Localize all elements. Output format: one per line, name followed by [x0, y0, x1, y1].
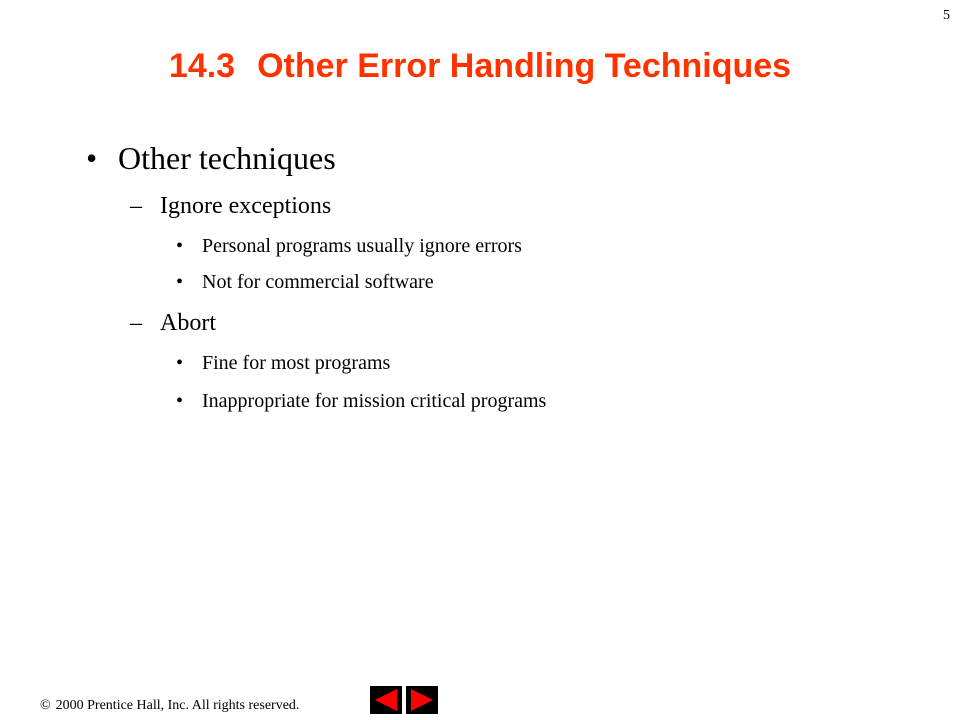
dash-mark: – [130, 310, 142, 336]
section-label: Abort [160, 310, 216, 336]
previous-slide-button[interactable] [370, 686, 402, 714]
footer-copyright [40, 697, 299, 715]
bullet-dot: • [86, 140, 98, 176]
title-text: Other Error Handling Techniques [257, 47, 792, 85]
list-item-text: Not for commercial software [202, 271, 434, 293]
slide-title [0, 44, 960, 88]
page-number: 5 [943, 8, 950, 23]
copyright-icon: © [40, 698, 51, 713]
bullet-dot: • [176, 271, 184, 293]
left-arrow-icon [370, 686, 402, 714]
dash-mark: – [130, 193, 142, 219]
section-label: Ignore exceptions [160, 193, 332, 219]
list-item-text: Inappropriate for mission critical programs [202, 390, 547, 412]
bullet-dot: • [176, 352, 184, 374]
right-arrow-icon [406, 686, 438, 714]
bullet-dot: • [176, 390, 184, 412]
list-item-text: Personal programs usually ignore errors [202, 235, 522, 257]
copyright-text: 2000 Prentice Hall, Inc. All rights reserved. [55, 698, 300, 713]
bullet-heading: Other techniques [118, 140, 336, 176]
list-item-text: Fine for most programs [202, 352, 391, 374]
bullet-dot: • [176, 235, 184, 257]
next-slide-button[interactable] [406, 686, 438, 714]
title-section-number: 14.3 [168, 47, 236, 85]
